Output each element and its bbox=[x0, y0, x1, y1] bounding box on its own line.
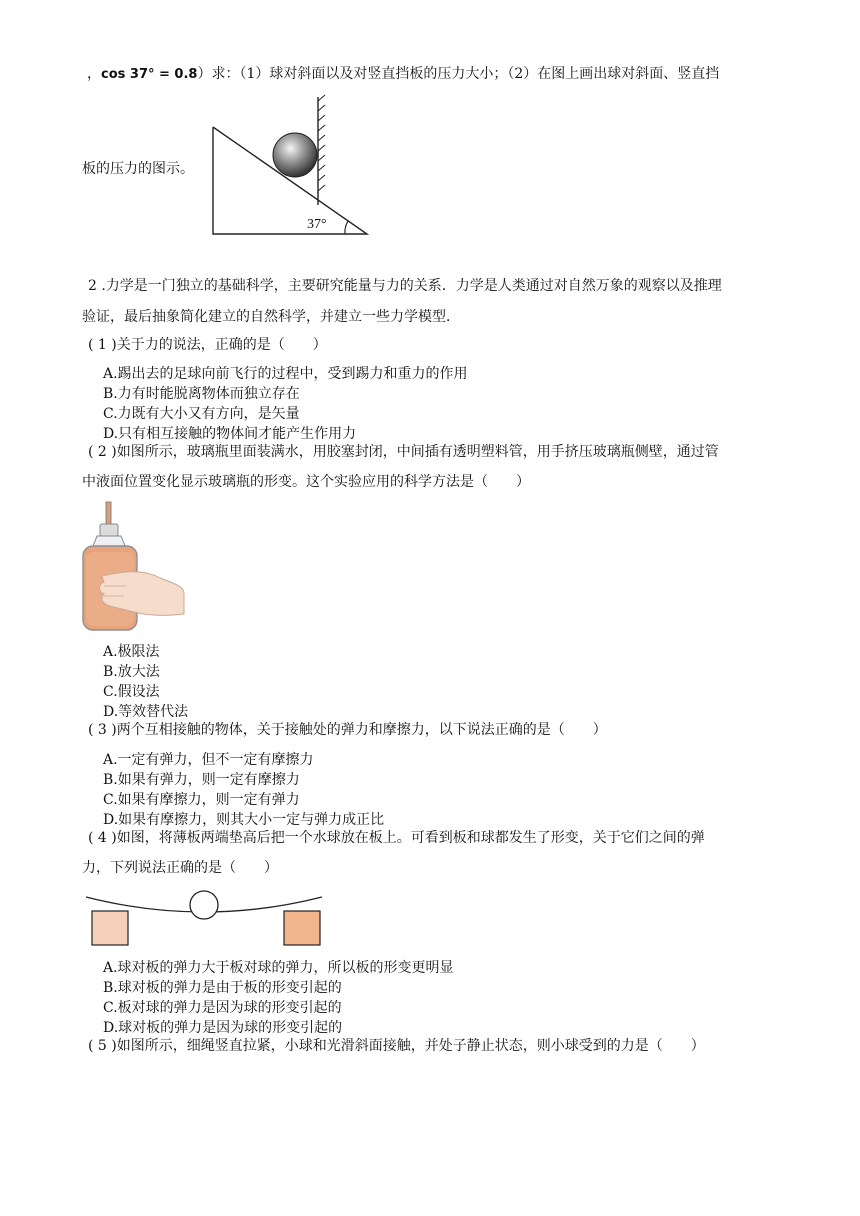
sub1-stem: ( 1 )关于力的说法，正确的是（ ） bbox=[88, 337, 327, 353]
cos-formula: cos 37° = 0.8 bbox=[101, 67, 198, 82]
sub4-stem-line2: 力，下列说法正确的是（ ） bbox=[82, 860, 278, 876]
sub3-option-a: A.一定有弹力，但不一定有摩擦力 bbox=[103, 752, 314, 768]
bottle-hand-illustration bbox=[80, 502, 190, 634]
angle-arc bbox=[345, 221, 348, 234]
angle-label: 37° bbox=[307, 217, 327, 232]
question-text-cont: 板的压力的图示。 bbox=[82, 161, 194, 177]
sub3-option-c: C.如果有摩擦力，则一定有弹力 bbox=[103, 792, 300, 808]
wall-hatching bbox=[318, 95, 325, 191]
question-text: ）求：（1）球对斜面以及对竖直挡板的压力大小；（2）在图上画出球对斜面、竖直挡 bbox=[197, 66, 720, 82]
board-ball-diagram bbox=[84, 885, 324, 949]
sub1-option-c: C.力既有大小又有方向，是矢量 bbox=[103, 406, 300, 422]
sub5-stem: ( 5 )如图所示，细绳竖直拉紧，小球和光滑斜面接触，并处子静止状态，则小球受到的力是（ ） bbox=[88, 1038, 705, 1054]
top-line-1 bbox=[87, 64, 719, 85]
rubber-stopper bbox=[100, 524, 118, 536]
sub3-option-b: B.如果有弹力，则一定有摩擦力 bbox=[103, 772, 300, 788]
sub3-option-d: D.如果有摩擦力，则其大小一定与弹力成正比 bbox=[103, 812, 385, 828]
sub1-option-d: D.只有相互接触的物体间才能产生作用力 bbox=[103, 426, 357, 442]
q2-intro-line1: 2 .力学是一门独立的基础科学，主要研究能量与力的关系．力学是人类通过对自然万象的观察以及推理 bbox=[88, 278, 722, 294]
sub2-option-c: C.假设法 bbox=[103, 684, 160, 700]
water-ball bbox=[190, 891, 218, 919]
sub4-option-c: C.板对球的弹力是因为球的形变引起的 bbox=[103, 1000, 342, 1016]
sub2-option-b: B.放大法 bbox=[103, 664, 160, 680]
sub2-option-d: D.等效替代法 bbox=[103, 704, 189, 720]
sub4-option-b: B.球对板的弹力是由于板的形变引起的 bbox=[103, 980, 342, 996]
q2-intro-line2: 验证，最后抽象简化建立的自然科学，并建立一些力学模型． bbox=[82, 309, 460, 325]
sub1-option-b: B.力有时能脱离物体而独立存在 bbox=[103, 386, 300, 402]
sub1-option-a: A.踢出去的足球向前飞行的过程中，受到踢力和重力的作用 bbox=[103, 366, 468, 382]
incline-ball-diagram bbox=[205, 95, 375, 245]
sub2-stem-line1: ( 2 )如图所示，玻璃瓶里面装满水，用胶塞封闭，中间插有透明塑料管，用手挤压玻璃瓶侧壁，通过管 bbox=[88, 444, 719, 460]
sub4-option-a: A.球对板的弹力大于板对球的弹力，所以板的形变更明显 bbox=[103, 960, 454, 976]
sub4-option-d: D.球对板的弹力是因为球的形变引起的 bbox=[103, 1020, 343, 1036]
right-support-block bbox=[284, 911, 320, 945]
ball bbox=[273, 133, 317, 177]
left-support-block bbox=[92, 911, 128, 945]
lead-comma: ， bbox=[87, 66, 101, 82]
sub3-stem: ( 3 )两个互相接触的物体，关于接触处的弹力和摩擦力，以下说法正确的是（ ） bbox=[88, 722, 607, 738]
sub2-option-a: A.极限法 bbox=[103, 644, 160, 660]
sub2-stem-line2: 中液面位置变化显示玻璃瓶的形变。这个实验应用的科学方法是（ ） bbox=[82, 474, 530, 490]
bottle-neck bbox=[93, 536, 125, 546]
sub4-stem-line1: ( 4 )如图，将薄板两端垫高后把一个水球放在板上。可看到板和球都发生了形变，关于它们之间的弹 bbox=[88, 830, 705, 846]
